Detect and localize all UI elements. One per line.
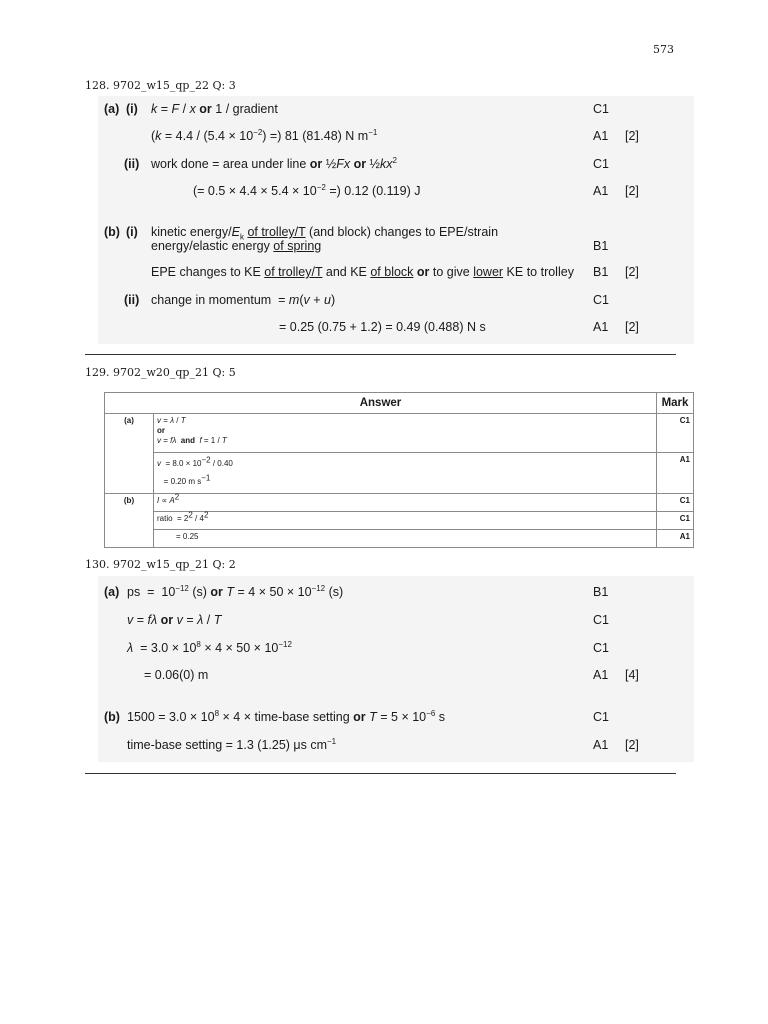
- q130-total-2: [2]: [625, 738, 639, 752]
- q130-total-1: [4]: [625, 668, 639, 682]
- q128-a-ii-line2: (= $0.5 \times 4.4 \times 5.4 \times 10^{-2}$ =) 0.12 (0.119) J: [193, 182, 421, 198]
- q130-a-line1: ps = $10^{-12}$ (s) or $T = 4 \times 50 \times 10^{-12}$ (s): [127, 583, 344, 599]
- table-row: [105, 414, 694, 453]
- q130-mark-5: C1: [593, 710, 609, 724]
- q128-part-a-label: (a): [104, 102, 120, 116]
- q128-part-a-i-label: (i): [126, 102, 138, 116]
- q130-mark-6: A1: [593, 738, 609, 752]
- q130-b-line1: $1500 = 3.0 \times 10^8 \times 4$ × time-base setting or $T = 5 \times 10^{-6}$ s: [127, 708, 445, 724]
- q128-part-b-ii-label: (ii): [124, 293, 140, 307]
- table-row: [105, 512, 694, 530]
- q128-mark-3: C1: [593, 157, 609, 171]
- q128-a-i-line1: k = F / x or 1 / gradient: [151, 102, 278, 116]
- q128-b-i-line2: EPE changes to KE of trolley/T and KE of block or to give lower KE to trolley: [151, 265, 574, 279]
- q128-mark-4: A1: [593, 184, 609, 198]
- answer-cell: v = λ / T or v = fλ and f = 1 / T: [154, 414, 657, 453]
- mark-cell: C1: [657, 494, 694, 512]
- q130-mark-1: B1: [593, 585, 609, 599]
- q128-total-1: [2]: [625, 129, 639, 143]
- q128-part-b-label: (b): [104, 225, 120, 239]
- table-row: [105, 494, 694, 512]
- q130-a-line4: = 0.06(0) m: [144, 668, 209, 682]
- q130-b-line2: time-base setting = 1.3 (1.25) μs $cm^{-1}$: [127, 736, 337, 752]
- answer-cell: $I \propto A^2$: [154, 494, 657, 512]
- table-row: [105, 453, 694, 494]
- q128-mark-7: C1: [593, 293, 609, 307]
- q128-mark-2: A1: [593, 129, 609, 143]
- q128-a-ii-line1: work done = area under line or ½Fx or $\frac{1}{2}kx^2$: [151, 155, 397, 171]
- answer-cell: $v = 8.0 \times 10^{-2} / 0.40$ = 0.20 m $s^{-1}$: [154, 453, 657, 494]
- table-row: [105, 530, 694, 548]
- question-header-130: 130. 9702_w15_qp_21 Q: 2: [85, 558, 236, 571]
- q130-part-b-label: (b): [104, 710, 120, 724]
- mark-cell: A1: [657, 530, 694, 548]
- q128-total-4: [2]: [625, 320, 639, 334]
- q128-total-3: [2]: [625, 265, 639, 279]
- q128-b-ii-line1: change in momentum = m(v + u): [151, 293, 336, 307]
- mark-cell: C1: [657, 414, 694, 453]
- divider-rule: [85, 773, 676, 774]
- q128-b-i-line1: kinetic energy/$E_k$ of trolley/T (and block) changes to EPE/strain energy/elastic energy of spring: [151, 225, 499, 253]
- page-number: 573: [653, 43, 674, 56]
- q128-total-2: [2]: [625, 184, 639, 198]
- q128-mark-5: B1: [593, 239, 609, 253]
- q130-mark-2: C1: [593, 613, 609, 627]
- q128-mark-6: B1: [593, 265, 609, 279]
- q128-mark-1: C1: [593, 102, 609, 116]
- table-header-row: [105, 393, 694, 414]
- q130-mark-4: A1: [593, 668, 609, 682]
- q128-a-i-line2: ($k = 4.4 / (5.4 \times 10^{-2})$ =) 81 (81.48) N $m^{-1}$: [151, 127, 378, 143]
- question-header-128: 128. 9702_w15_qp_22 Q: 3: [85, 79, 236, 92]
- answer-cell: = 0.25: [154, 530, 657, 548]
- q130-part-a-label: (a): [104, 585, 120, 599]
- part-b-cell: (b): [105, 494, 154, 548]
- q130-a-line3: $\lambda = 3.0 \times 10^8 \times 4 \times 50 \times 10^{-12}$: [127, 639, 292, 655]
- q130-mark-3: C1: [593, 641, 609, 655]
- part-a-cell: (a): [105, 414, 154, 494]
- mark-column-header: Mark: [657, 393, 694, 414]
- q128-part-a-ii-label: (ii): [124, 157, 140, 171]
- q128-b-ii-line2: = 0.25 (0.75 + 1.2) = 0.49 (0.488) N s: [279, 320, 486, 334]
- mark-cell: A1: [657, 453, 694, 494]
- mark-cell: C1: [657, 512, 694, 530]
- answer-cell: ratio = $2^2 / 4^2$: [154, 512, 657, 530]
- divider-rule: [85, 354, 676, 355]
- q129-answer-table: [104, 392, 694, 548]
- question-header-129: 129. 9702_w20_qp_21 Q: 5: [85, 366, 236, 379]
- q128-mark-8: A1: [593, 320, 609, 334]
- q128-part-b-i-label: (i): [126, 225, 138, 239]
- q130-a-line2: v = fλ or v = λ / T: [127, 613, 222, 627]
- answer-column-header: Answer: [105, 393, 657, 414]
